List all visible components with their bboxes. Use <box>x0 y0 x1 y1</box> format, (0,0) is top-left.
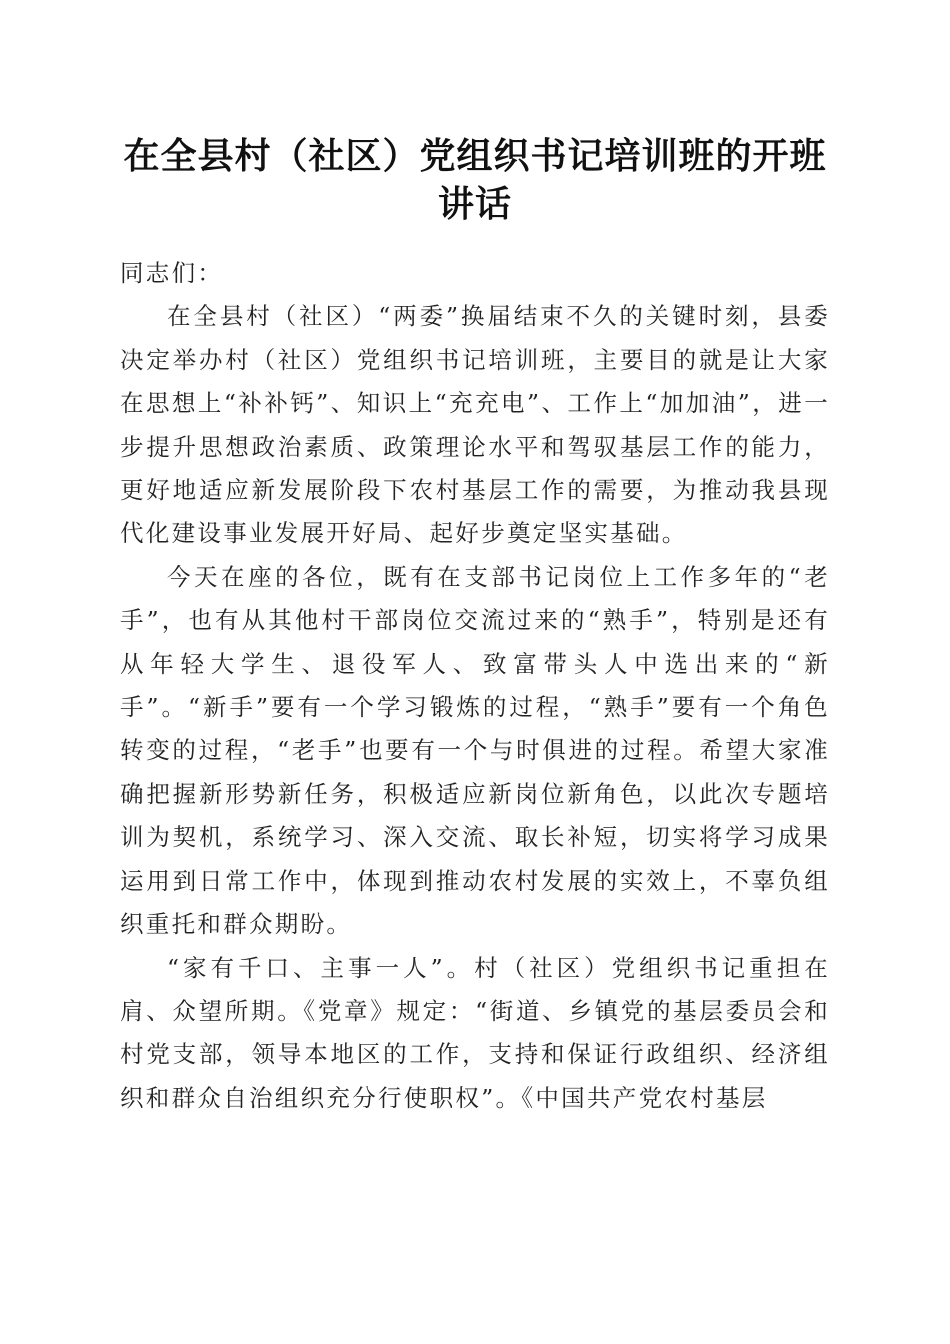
paragraph-1: 在全县村（社区）“两委”换届结束不久的关键时刻，县委决定举办村（社区）党组织书记培训班，主要目的就是让大家在思想上“补补钙”、知识上“充充电”、工作上“加加油”，进一步提升思想政治素质、政策理论水平和驾驭基层工作的能力，更好地适应新发展阶段下农村基层工作的需要，为推动我县现代化建设事业发展开好局、起好步奠定坚实基础。 <box>120 302 830 548</box>
salutation: 同志们： <box>120 259 224 287</box>
document-body <box>120 252 830 1120</box>
paragraph-2: 今天在座的各位，既有在支部书记岗位上工作多年的“老手”，也有从其他村干部岗位交流过来的“熟手”，特别是还有从年轻大学生、退役军人、致富带头人中选出来的“新手”。“新手”要有一个学习锻炼的过程，“熟手”要有一个角色转变的过程，“老手”也要有一个与时俱进的过程。希望大家准确把握新形势新任务，积极适应新岗位新角色，以此次专题培训为契机，系统学习、深入交流、取长补短，切实将学习成果运用到日常工作中，体现到推动农村发展的实效上，不辜负组织重托和群众期盼。 <box>120 562 830 939</box>
document-title: 在全县村（社区）党组织书记培训班的开班讲话 <box>123 135 827 225</box>
paragraph-3: “家有千口、主事一人”。村（社区）党组织书记重担在肩、众望所期。《党章》规定：“街道、乡镇党的基层委员会和村党支部，领导本地区的工作，支持和保证行政组织、经济组织和群众自治组织充分行使职权”。《中国共产党农村基层 <box>120 953 830 1112</box>
